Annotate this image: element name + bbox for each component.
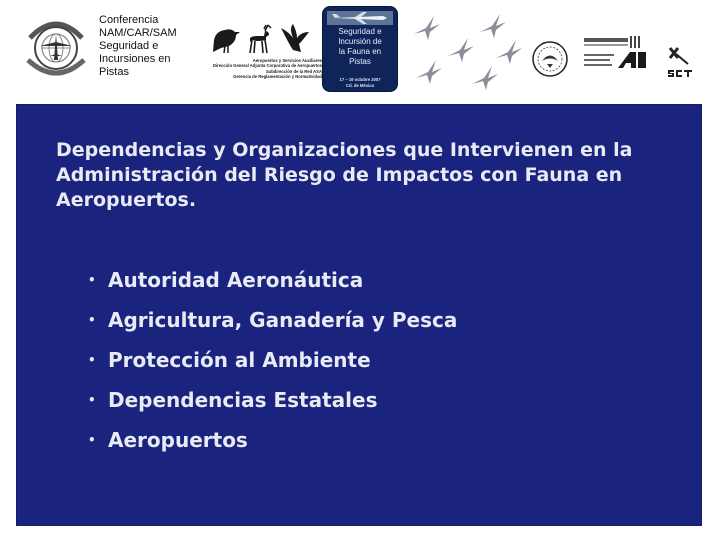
conference-line: NAM/CAR/SAM xyxy=(99,27,177,39)
sct-logo-icon xyxy=(664,44,700,80)
conference-line: Incursiones en xyxy=(99,53,171,65)
event-date-line: 17 – 19 octubre 2007 xyxy=(339,77,381,82)
airplane-icon xyxy=(327,11,393,25)
bullet-list xyxy=(88,266,457,466)
asa-logo-icon xyxy=(584,20,646,82)
deer-icon xyxy=(244,22,276,54)
organizer-line: Aeropuertos y Servicios Auxiliares xyxy=(252,58,322,63)
event-title-line: Incursión de xyxy=(338,37,382,46)
list-item-label: Protección al Ambiente xyxy=(108,348,371,372)
slide-title: Dependencias y Organizaciones que Intervienen en la Administración del Riesgo de Impactos con Fauna en Aeropuertos. xyxy=(56,139,633,211)
slide-content-panel xyxy=(16,104,702,526)
event-date xyxy=(325,77,395,89)
crane-icon xyxy=(414,58,444,86)
event-title-line: la Fauna en xyxy=(338,47,382,56)
crane-icon xyxy=(470,64,500,92)
organizer-line: Gerencia de Reglamentación y Normatividad xyxy=(233,74,322,80)
crane-icon xyxy=(412,14,442,42)
list-item-label: Dependencias Estatales xyxy=(108,388,378,412)
bullet-marker: • xyxy=(88,273,96,287)
list-item-label: Agricultura, Ganadería y Pesca xyxy=(108,308,458,332)
icao-emblem-icon xyxy=(20,8,92,88)
event-date-line: Cd. de México xyxy=(345,83,375,88)
event-badge xyxy=(323,7,397,91)
conference-line: Pistas xyxy=(99,66,129,78)
list-item xyxy=(88,386,457,426)
event-title xyxy=(325,27,395,67)
sponsor-seal-icon xyxy=(531,40,569,78)
list-item-label: Autoridad Aeronáutica xyxy=(108,268,364,292)
conference-line: Conferencia xyxy=(99,14,159,26)
organizer-credits xyxy=(196,58,322,80)
bullet-marker: • xyxy=(88,433,96,447)
list-item xyxy=(88,346,457,386)
event-title-line: Pistas xyxy=(349,57,371,66)
crow-icon xyxy=(210,22,242,54)
conference-title xyxy=(99,14,187,79)
bullet-marker: • xyxy=(88,353,96,367)
eagle-icon xyxy=(279,22,311,54)
organizer-line: Dirección General Adjunta Corporativa de Aeropuertos xyxy=(212,63,322,69)
crane-icon xyxy=(478,12,508,40)
organizer-line: Subdirección de la Red ASA xyxy=(265,68,322,74)
slide-header xyxy=(0,0,720,96)
conference-line: Seguridad e xyxy=(99,40,159,52)
bullet-marker: • xyxy=(88,313,96,327)
event-title-line: Seguridad e xyxy=(338,27,382,36)
bullet-marker: • xyxy=(88,393,96,407)
list-item xyxy=(88,266,457,306)
list-item xyxy=(88,306,457,346)
crane-icon xyxy=(494,38,524,66)
crane-icon xyxy=(446,36,476,64)
list-item-label: Aeropuertos xyxy=(108,428,248,452)
list-item xyxy=(88,426,457,466)
